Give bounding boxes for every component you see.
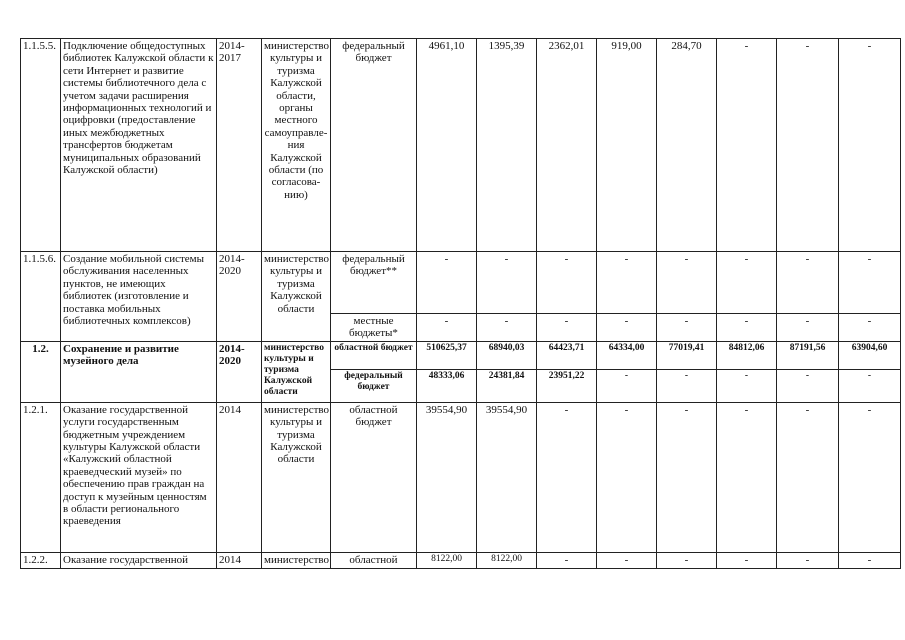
value-cell: 24381,84 xyxy=(477,369,537,402)
value-cell: - xyxy=(839,402,901,552)
row-code: 1.2.1. xyxy=(21,402,61,552)
value-cell: 39554,90 xyxy=(417,402,477,552)
value-cell: - xyxy=(839,369,901,402)
value-cell: - xyxy=(777,314,839,342)
value-cell: - xyxy=(537,552,597,568)
value-cell: - xyxy=(477,252,537,314)
row-period: 2014-2020 xyxy=(217,341,262,402)
row-period: 2014 xyxy=(217,552,262,568)
value-cell: - xyxy=(477,314,537,342)
budget-table xyxy=(20,38,901,569)
row-code: 1.2.2. xyxy=(21,552,61,568)
value-cell: - xyxy=(717,39,777,252)
value-cell: 68940,03 xyxy=(477,341,537,369)
row-source: федеральный бюджет xyxy=(331,39,417,252)
value-cell: 8122,00 xyxy=(417,552,477,568)
value-cell: - xyxy=(839,552,901,568)
value-cell: - xyxy=(839,314,901,342)
row-name: Создание мобильной системы обслуживания населенных пунктов, не имеющих библиотек (изготовление и поставка мобильных библиотечных комплексов) xyxy=(61,252,217,342)
row-executor: министерство xyxy=(262,552,331,568)
row-source: местные бюджеты* xyxy=(331,314,417,342)
value-cell: 1395,39 xyxy=(477,39,537,252)
value-cell: - xyxy=(597,402,657,552)
value-cell: - xyxy=(777,39,839,252)
value-cell: - xyxy=(777,402,839,552)
value-cell: 8122,00 xyxy=(477,552,537,568)
row-executor: министерство культуры и туризма Калужской области xyxy=(262,341,331,402)
value-cell: - xyxy=(417,314,477,342)
value-cell: 64423,71 xyxy=(537,341,597,369)
row-name: Сохранение и развитие музейного дела xyxy=(61,341,217,402)
row-source: областной бюджет xyxy=(331,402,417,552)
value-cell: - xyxy=(597,369,657,402)
value-cell: 919,00 xyxy=(597,39,657,252)
value-cell: - xyxy=(717,252,777,314)
value-cell: - xyxy=(657,252,717,314)
value-cell: - xyxy=(717,369,777,402)
row-name: Оказание государственной услуги государственным бюджетным учреждением культуры Калужской области «Калужский областной краеведческий музей» по обеспечению прав граждан на доступ к музейным ценностям в области регионального краеведения xyxy=(61,402,217,552)
value-cell: 77019,41 xyxy=(657,341,717,369)
value-cell: - xyxy=(417,252,477,314)
value-cell: 87191,56 xyxy=(777,341,839,369)
row-period: 2014-2020 xyxy=(217,252,262,342)
value-cell: 63904,60 xyxy=(839,341,901,369)
table-row xyxy=(21,552,901,568)
value-cell: 48333,06 xyxy=(417,369,477,402)
row-code: 1.1.5.6. xyxy=(21,252,61,342)
row-executor: министерство культуры и туризма Калужской области xyxy=(262,402,331,552)
row-source: федеральный бюджет xyxy=(331,369,417,402)
value-cell: - xyxy=(657,552,717,568)
value-cell: 2362,01 xyxy=(537,39,597,252)
value-cell: - xyxy=(717,402,777,552)
row-code: 1.2. xyxy=(21,341,61,402)
value-cell: - xyxy=(777,552,839,568)
row-name: Подключение общедоступных библиотек Калужской области к сети Интернет и развитие системы библиотечного дела с учетом задачи расширения информационных технологий и оцифровки (предоставление иных межбюджетных трансфертов бюджетам муниципальных образований Калужской области) xyxy=(61,39,217,252)
value-cell: - xyxy=(537,314,597,342)
table-row xyxy=(21,402,901,552)
table-row xyxy=(21,252,901,314)
row-executor: министерство культуры и туризма Калужской области xyxy=(262,252,331,342)
row-code: 1.1.5.5. xyxy=(21,39,61,252)
value-cell: 284,70 xyxy=(657,39,717,252)
value-cell: 39554,90 xyxy=(477,402,537,552)
value-cell: - xyxy=(777,369,839,402)
value-cell: - xyxy=(717,552,777,568)
value-cell: 4961,10 xyxy=(417,39,477,252)
value-cell: - xyxy=(597,252,657,314)
value-cell: - xyxy=(657,402,717,552)
value-cell: 23951,22 xyxy=(537,369,597,402)
row-executor: министерство культуры и туризма Калужской области, органы местного самоуправле-ния Калужской области (по согласова-нию) xyxy=(262,39,331,252)
row-name: Оказание государственной xyxy=(61,552,217,568)
row-source: федеральный бюджет** xyxy=(331,252,417,314)
value-cell: - xyxy=(597,552,657,568)
value-cell: - xyxy=(597,314,657,342)
table-row xyxy=(21,39,901,252)
value-cell: 84812,06 xyxy=(717,341,777,369)
row-source: областной xyxy=(331,552,417,568)
value-cell: 510625,37 xyxy=(417,341,477,369)
value-cell: - xyxy=(839,252,901,314)
value-cell: - xyxy=(777,252,839,314)
value-cell: - xyxy=(717,314,777,342)
value-cell: - xyxy=(537,252,597,314)
value-cell: - xyxy=(839,39,901,252)
row-source: областной бюджет xyxy=(331,341,417,369)
value-cell: 64334,00 xyxy=(597,341,657,369)
value-cell: - xyxy=(657,369,717,402)
row-period: 2014 xyxy=(217,402,262,552)
value-cell: - xyxy=(537,402,597,552)
row-period: 2014-2017 xyxy=(217,39,262,252)
value-cell: - xyxy=(657,314,717,342)
table-row xyxy=(21,341,901,369)
